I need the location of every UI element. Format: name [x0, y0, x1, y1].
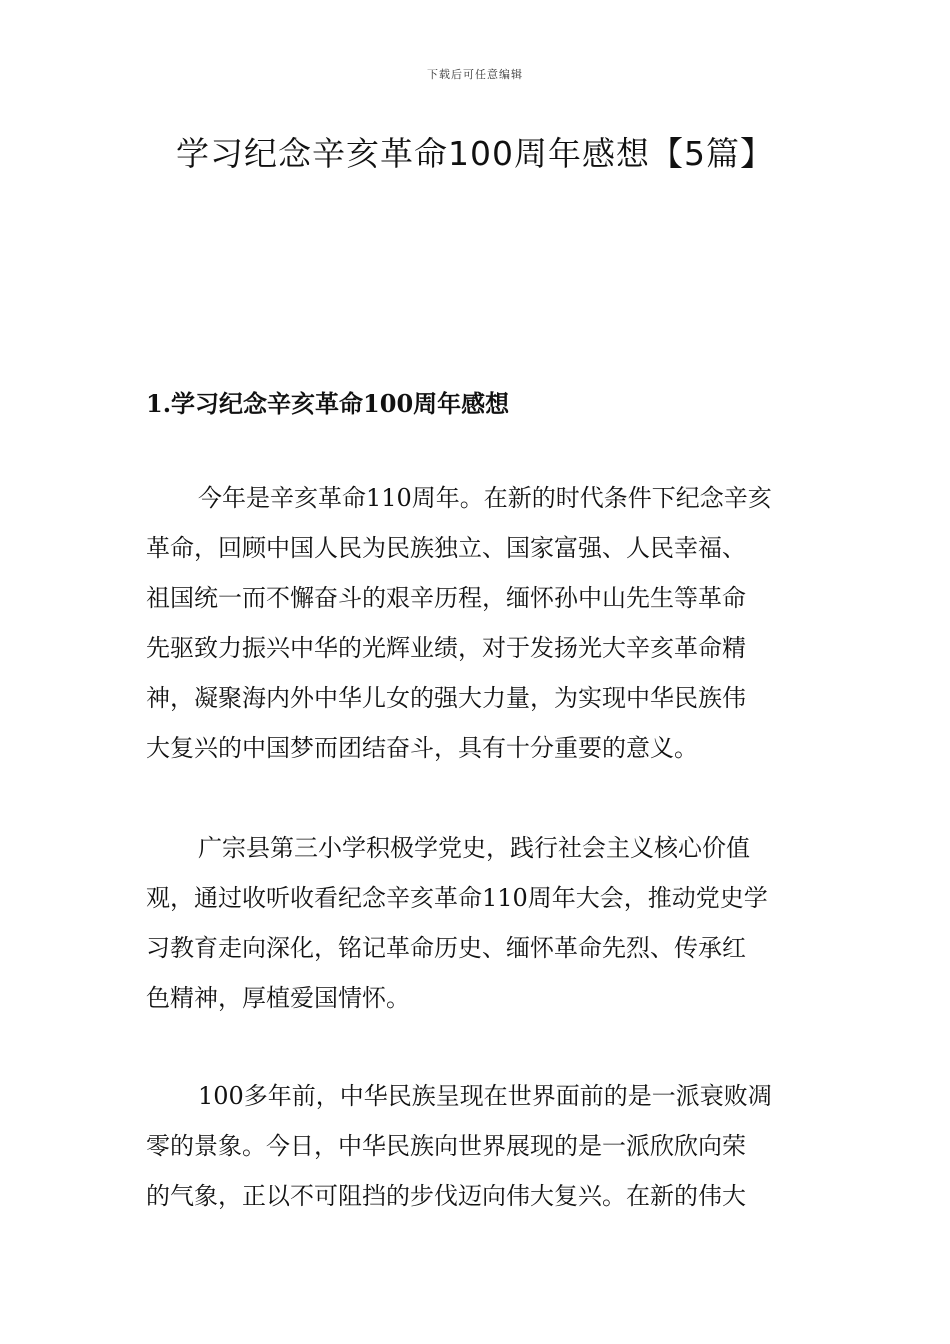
paragraph-line: 神，凝聚海内外中华儿女的强大力量，为实现中华民族伟	[146, 684, 746, 712]
paragraph-line: 祖国统一而不懈奋斗的艰辛历程，缅怀孙中山先生等革命	[146, 584, 746, 612]
paragraph-line: 习教育走向深化，铭记革命历史、缅怀革命先烈、传承红	[146, 934, 746, 962]
paragraph-line: 革命，回顾中国人民为民族独立、国家富强、人民幸福、	[146, 534, 746, 562]
paragraph-line: 色精神，厚植爱国情怀。	[146, 984, 410, 1012]
paragraph-line: 观，通过收听收看纪念辛亥革命110周年大会，推动党史学	[146, 884, 768, 912]
paragraph-line: 先驱致力振兴中华的光辉业绩，对于发扬光大辛亥革命精	[146, 634, 746, 662]
paragraph-line: 的气象，正以不可阻挡的步伐迈向伟大复兴。在新的伟大	[146, 1182, 746, 1210]
document-title: 学习纪念辛亥革命100周年感想【5篇】	[176, 134, 774, 173]
paragraph-line: 零的景象。今日，中华民族向世界展现的是一派欣欣向荣	[146, 1132, 746, 1160]
paragraph-2	[146, 823, 806, 1023]
paragraph-line: 广宗县第三小学积极学党史，践行社会主义核心价值	[198, 834, 750, 862]
paragraph-line: 大复兴的中国梦而团结奋斗，具有十分重要的意义。	[146, 734, 698, 762]
paragraph-1	[146, 473, 806, 773]
header-note: 下载后可任意编辑	[427, 68, 523, 81]
paragraph-3	[146, 1071, 806, 1221]
paragraph-line: 今年是辛亥革命110周年。在新的时代条件下纪念辛亥	[198, 484, 772, 512]
paragraph-line: 100多年前，中华民族呈现在世界面前的是一派衰败凋	[198, 1082, 772, 1110]
section-heading: 1.学习纪念辛亥革命100周年感想	[146, 389, 510, 418]
